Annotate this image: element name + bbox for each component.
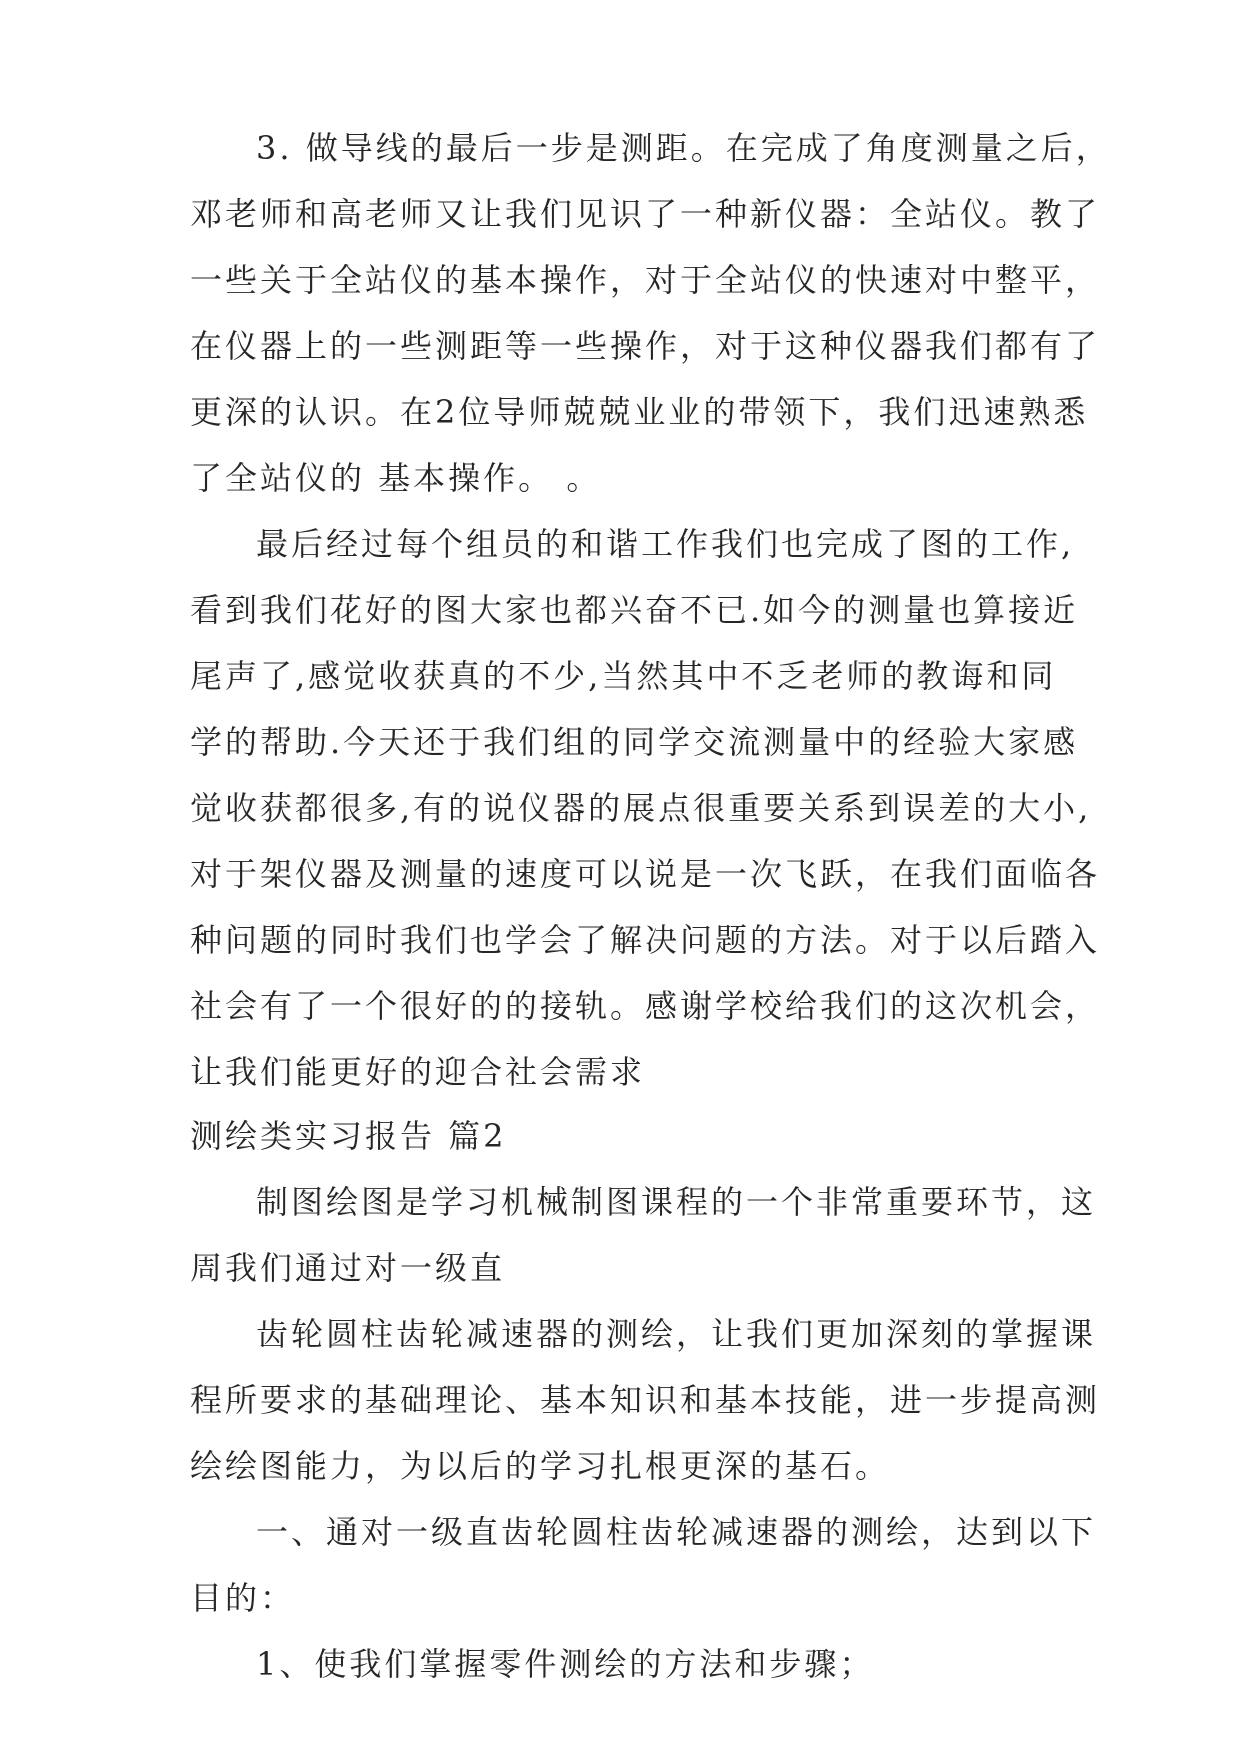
text-line: 制图绘图是学习机械制图课程的一个非常重要环节，这 [256, 1183, 1097, 1221]
text-line: 程所要求的基础理论、基本知识和基本技能，进一步提高测 [190, 1381, 1101, 1419]
text-line: 学的帮助.今天还于我们组的同学交流测量中的经验大家感 [190, 723, 1079, 761]
text-line: 尾声了,感觉收获真的不少,当然其中不乏老师的教诲和同 [190, 657, 1057, 695]
text-line: 目的： [190, 1579, 296, 1617]
text-line: 1、使我们掌握零件测绘的方法和步骤； [256, 1645, 875, 1683]
text-line: 3. 做导线的最后一步是测距。在完成了角度测量之后， [256, 129, 1111, 167]
text-line: 最后经过每个组员的和谐工作我们也完成了图的工作, [256, 525, 1075, 563]
text-line: 一些关于全站仪的基本操作，对于全站仪的快速对中整平， [190, 261, 1101, 299]
text-line: 周我们通过对一级直 [190, 1249, 506, 1287]
text-line: 了全站仪的 基本操作。 。 [190, 459, 602, 497]
text-line: 在仪器上的一些测距等一些操作，对于这种仪器我们都有了 [190, 327, 1101, 365]
text-line: 让我们能更好的迎合社会需求 [190, 1053, 646, 1091]
text-line: 更深的认识。在2位导师兢兢业业的带领下，我们迅速熟悉 [190, 393, 1089, 431]
text-line: 绘绘图能力，为以后的学习扎根更深的基石。 [190, 1447, 891, 1485]
text-line: 一、通对一级直齿轮圆柱齿轮减速器的测绘，达到以下 [256, 1513, 1097, 1551]
text-line: 邓老师和高老师又让我们见识了一种新仪器：全站仪。教了 [190, 195, 1101, 233]
text-line: 齿轮圆柱齿轮减速器的测绘，让我们更加深刻的掌握课 [256, 1315, 1097, 1353]
text-line: 看到我们花好的图大家也都兴奋不已.如今的测量也算接近 [190, 591, 1079, 629]
text-line: 测绘类实习报告 篇2 [190, 1117, 507, 1155]
text-line: 对于架仪器及测量的速度可以说是一次飞跃，在我们面临各 [190, 855, 1101, 893]
text-line: 社会有了一个很好的的接轨。感谢学校给我们的这次机会， [190, 987, 1101, 1025]
text-line: 觉收获都很多,有的说仪器的展点很重要关系到误差的大小, [190, 789, 1092, 827]
text-line: 种问题的同时我们也学会了解决问题的方法。对于以后踏入 [190, 921, 1101, 959]
